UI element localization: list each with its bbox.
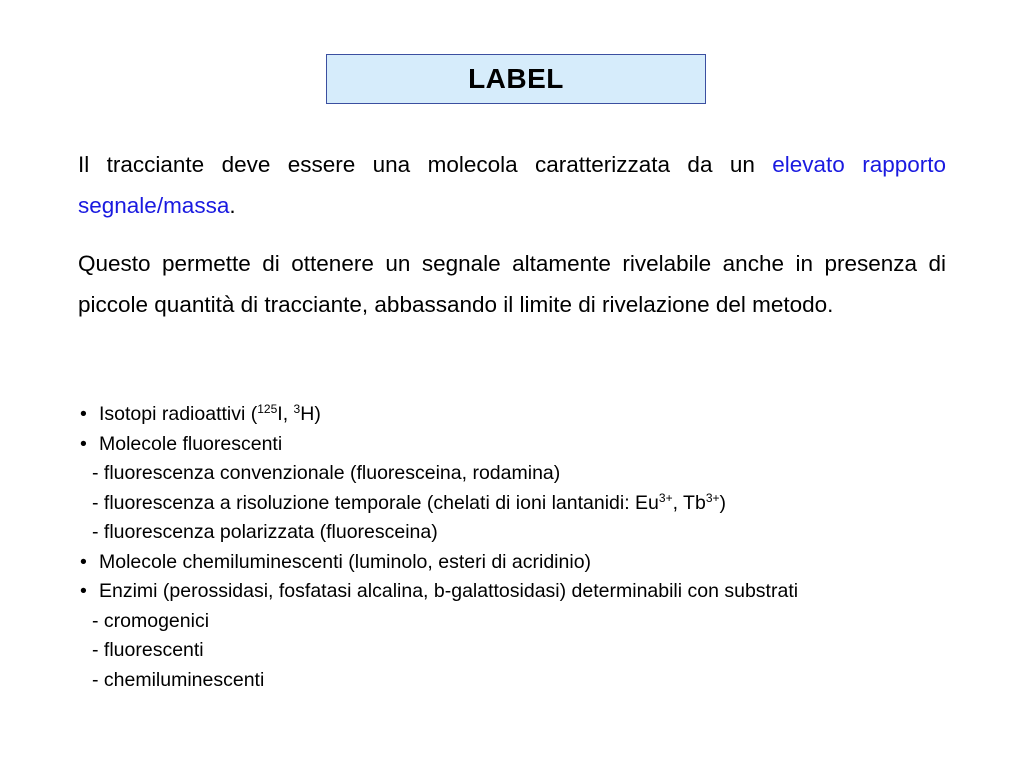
sub-item-fluorescent: - fluorescenti xyxy=(92,639,204,661)
bullet-icon: • xyxy=(80,580,87,602)
bullet-icon: • xyxy=(80,432,87,455)
label-types-list xyxy=(78,400,962,695)
sub-item-chromogenic: - cromogenici xyxy=(92,609,210,632)
sub-item-chemiluminescent: - chemiluminescenti xyxy=(92,668,265,691)
paragraph-tracer xyxy=(78,144,946,226)
slide-title: LABEL xyxy=(468,63,564,94)
list-item-chemiluminescent: • Molecole chemiluminescenti (luminolo, esteri di acridinio) xyxy=(78,548,962,578)
bullet-icon: • xyxy=(80,550,87,573)
paragraph-tracer-text: Il tracciante deve essere una molecola caratterizzata da un xyxy=(78,152,773,177)
title-box xyxy=(326,54,706,104)
paragraph-sensitivity: Questo permette di ottenere un segnale altamente rivelabile anche in presenza di piccole quantità di tracciante, abbassando il limite di rivelazione del metodo. xyxy=(78,251,946,317)
highlight-signal-mass: elevato rapporto segnale/massa xyxy=(78,152,947,218)
sub-item-time-resolved: - fluorescenza a risoluzione temporale (chelati di ioni lantanidi: $Eu^{3+}$, $Tb^{3+}$) xyxy=(92,490,727,514)
list-item-fluorescent: • Molecole fluorescenti xyxy=(78,430,962,460)
paragraph-tracer-end: . xyxy=(229,193,236,218)
list-item-enzymes: • Enzimi (perossidasi, fosfatasi alcalina, b-galattosidasi) determinabili con substrati xyxy=(78,577,962,607)
sub-item-polarized: - fluorescenza polarizzata (fluoresceina) xyxy=(92,521,438,543)
bullet-icon: • xyxy=(80,403,87,425)
sub-item-conventional: - fluorescenza convenzionale (fluoresceina, rodamina) xyxy=(92,462,561,484)
list-item-isotopes: • Isotopi radioattivi ($^{125}$I, $^3$H) xyxy=(78,400,962,430)
